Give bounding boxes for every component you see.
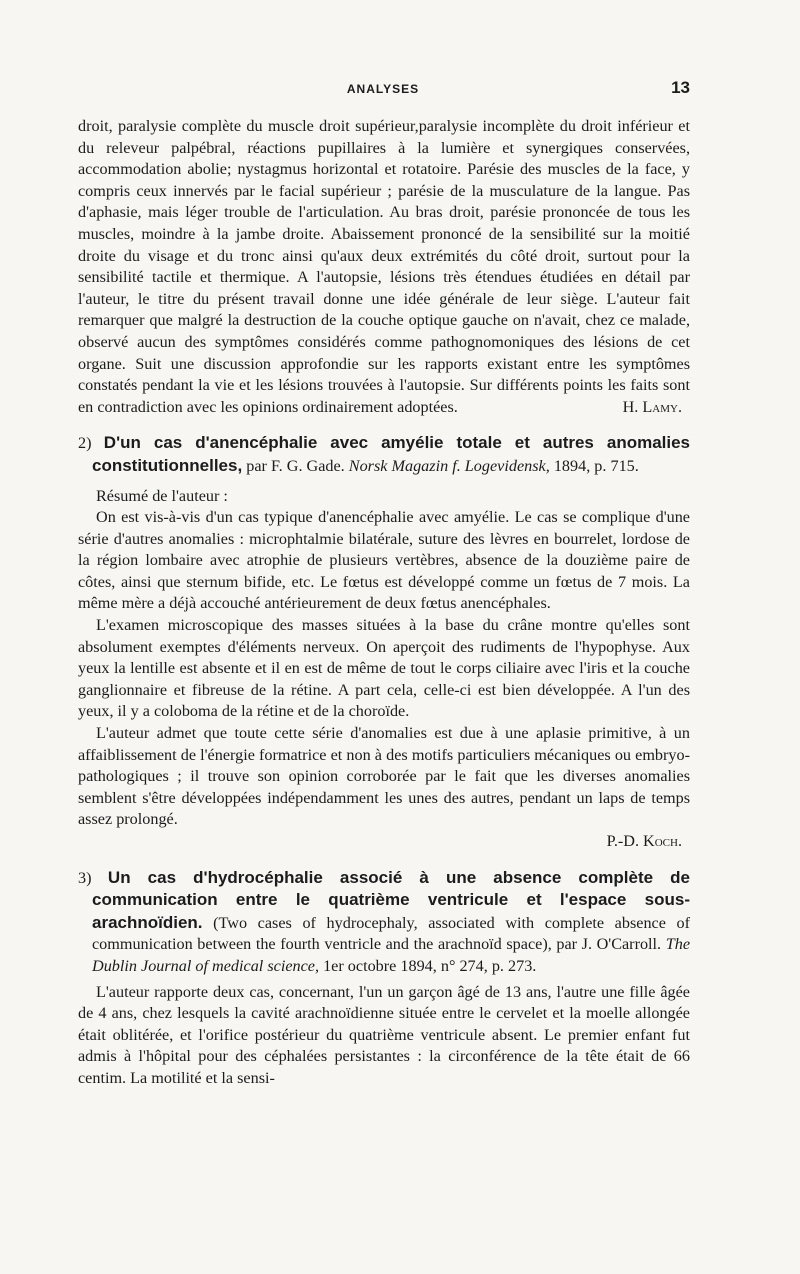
entry2-citation-details: 1894, p. 715. [553, 456, 639, 475]
running-title: ANALYSES [346, 82, 420, 96]
entry2-number: 2) [78, 434, 92, 453]
entry3-title: Un cas d'hydrocéphalie associé à une absence complète de communication entre le quatrième ventricule et l'espace sous-arachnoïdien. [92, 867, 690, 932]
entry2-citation-author: par F. G. Gade. [246, 456, 345, 475]
entry1-signature: H. Lamy. [622, 397, 682, 416]
entry2-intro: Résumé de l'auteur : [96, 486, 228, 505]
entry1-body: droit, paralysie complète du muscle droit supérieur,paralysie incomplète du droit inférieur et du releveur palpébral, réactions pupillaires à la lumière et synergiques conservées, accommodation abolie; nystagmus horizontal et rotatoire. Parésie des muscles de la face, y compris ceux innervés par le facial supérieur ; parésie de la musculature de la langue. Pas d'aphasie, mais léger trouble de l'articulation. Au bras droit, parésie prononcée de tous les muscles, moindre à la jambe droite. Abaissement prononcé de la sensibilité sur la moitié droite du visage et du tronc ainsi qu'aux deux extrémités du côté droit, surtout pour la sensibilité tactile et thermique. A l'autopsie, lésions très étendues étudiées en détail par l'auteur, le titre du présent travail donne une idée générale de leur siège. L'auteur fait remarquer que malgré la destruction de la couche optique gauche on n'avait, chez ce malade, observé aucun des symptômes considérés comme pathognomoniques des lésions de cet organe. Suit une discussion approfondie sur les rapports existant entre les symptômes constatés pendant la vie et les lésions trouvées à l'autopsie. Sur différents points les faits sont en contradiction avec les opinions ordinairement adoptées. [78, 117, 690, 416]
entry3-number: 3) [78, 868, 92, 887]
page-body [78, 116, 690, 1090]
entry2-paragraph: L'auteur admet que toute cette série d'anomalies est due à une aplasie primitive, à un affaiblissement de l'énergie formatrice et non à des motifs particuliers mécaniques ou embryo-pathologiques ; il trouve son opinion corroborée par le fait que les diverses anomalies semblent s'être développées indépendamment les unes des autres, pendant un laps de temps assez prolongé. [78, 724, 690, 829]
entry1-text [78, 116, 690, 418]
entry3-citation-author: par J. O'Carroll. [556, 935, 662, 954]
entry3-citation-journal: The Dublin Journal of medical science, [92, 935, 690, 975]
entry2-citation-journal: Norsk Magazin f. Logevidensk, [348, 456, 550, 475]
page-header [76, 78, 690, 102]
entry2-paragraph: L'examen microscopique des masses situées à la base du crâne montre qu'elles sont absolument exemptes d'éléments nerveux. On aperçoit des rudiments de l'hypophyse. Aux yeux la lentille est absente et il en est de même de tout le corps ciliaire avec l'iris et la couche ganglionnaire et fibreuse de la rétine. A part cela, celle-ci est bien développée. A l'un des yeux, il y a coloboma de la rétine et de la choroïde. [78, 616, 690, 721]
entry2-signature: P.-D. Koch. [606, 832, 682, 850]
entry3-heading [78, 867, 690, 978]
entry2-heading [78, 432, 690, 477]
entry2-title: D'un cas d'anencéphalie avec amyélie totale et autres anomalies constitutionnelles, [92, 433, 691, 475]
entry3-paragraph: L'auteur rapporte deux cas, concernant, l'un un garçon âgé de 13 ans, l'autre une fille âgée de 4 ans, chez lesquels la cavité arachnoïdienne située entre le cervelet et la moelle allongée était oblitérée, et l'orifice postérieur du quatrième ventricule absent. Le premier enfant fut admis à l'hôpital pour des céphalées persistantes : la circonférence de la tête était de 66 centim. La motilité et la sensi- [78, 982, 690, 1087]
entry3-citation-details: 1er octobre 1894, n° 274, p. 273. [323, 956, 537, 975]
page-number: 13 [671, 78, 690, 97]
entry2-paragraph: On est vis-à-vis d'un cas typique d'anencéphalie avec amyélie. Le cas se complique d'une série d'autres anomalies : microphtalmie bilatérale, suture des lèvres en bourrelet, lordose de la région lombaire avec atrophie de plusieurs vertèbres, absence de la douzième paire de côtes, ainsi que sternum bifide, etc. Le fœtus est développé comme un fœtus de 7 mois. La même mère a déjà accouché antérieurement de deux fœtus anencéphales. [78, 508, 690, 613]
entry3-translation: (Two cases of hydrocephaly, associated with complete absence of communication between the fourth ventricle and the arachnoïd space), [92, 913, 691, 954]
